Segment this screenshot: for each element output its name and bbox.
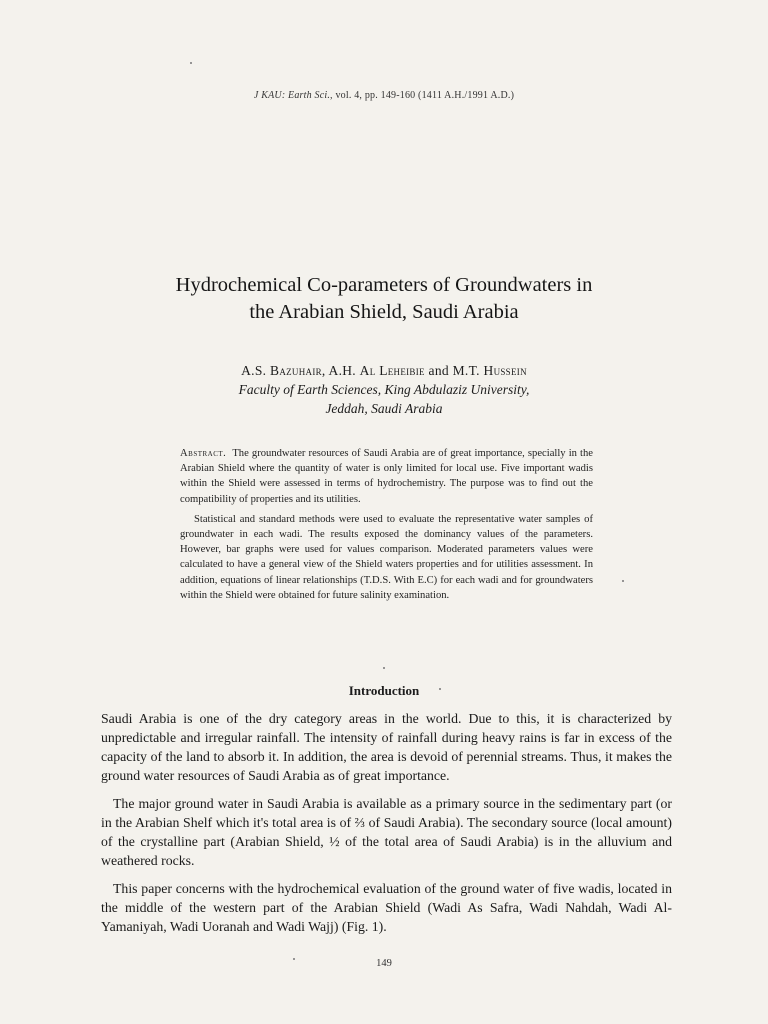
author-block — [80, 361, 688, 418]
abstract-paragraph-1 — [180, 446, 593, 507]
abstract-label: Abstract. — [180, 448, 227, 459]
affiliation-line-2: Jeddah, Saudi Arabia — [325, 401, 443, 416]
author-3-name: Hussein — [483, 363, 527, 378]
scan-speck — [622, 580, 624, 582]
abstract-paragraph-2: Statistical and standard methods were used to evaluate the representative water samples of groundwater in each wadi. The results exposed the dominancy values of the parameters. However, bar graphs were used for values comparison. Moderated parameters values were calculated to have a general view of the Shield waters properties and for utilities assessment. In addition, equations of linear relationships (T.D.S. With E.C) for each wadi and for groundwaters within the Shield were obtained for future salinity examination. — [180, 513, 593, 601]
page-number: 149 — [376, 958, 392, 969]
author-1-name: Bazuhair — [270, 363, 322, 378]
author-names: A.S. Bazuhair, A.H. Al Leheibie and M.T. Hussein — [241, 363, 527, 378]
journal-details: vol. 4, pp. 149-160 (1411 A.H./1991 A.D.) — [332, 90, 515, 101]
body-paragraph-3: This paper concerns with the hydrochemical evaluation of the ground water of five wadis, located in the middle of the western part of the Arabian Shield (Wadi As Safra, Wadi Nahdah, Wadi Al-Yamaniyah, Wadi Uoranah and Wadi Wajj) (Fig. 1). — [101, 881, 672, 934]
author-1-initials: A.S. — [241, 363, 267, 378]
section-heading-introduction: Introduction — [348, 683, 420, 698]
author-3-initials: M.T. — [452, 363, 480, 378]
introduction-body — [101, 709, 672, 936]
scan-speck — [293, 958, 295, 960]
scan-speck — [383, 667, 385, 669]
abstract — [180, 446, 593, 603]
journal-header — [0, 90, 768, 101]
affiliation-line-1: Faculty of Earth Sciences, King Abdulaziz University, — [238, 382, 530, 397]
body-paragraph-2: The major ground water in Saudi Arabia is available as a primary source in the sedimentary part (or in the Arabian Shelf which it's total area is of ⅔ of Saudi Arabia). The secondary source (local amount) of the crystalline part (Arabian Shield, ½ of the total area of Saudi Arabia) is in the alluvium and weathered rocks. — [101, 796, 672, 868]
scan-speck — [439, 688, 441, 690]
title-line-1: Hydrochemical Co-parameters of Groundwaters in — [175, 274, 593, 296]
paper-title — [80, 272, 688, 326]
abstract-paragraph-1-text: The groundwater resources of Saudi Arabia are of great importance, specially in the Arabian Shield where the quantity of water is only limited for local use. Five important wadis within the Shield were assessed in terms of hydrochemistry. The purpose was to find out the compatibility of properties and its utilities. — [180, 448, 593, 505]
body-paragraph-1: Saudi Arabia is one of the dry category areas in the world. Due to this, it is characterized by unpredictable and irregular rainfall. The intensity of rainfall during heavy rains is far in excess of the capacity of the land to absorb it. In addition, the area is devoid of perennial streams. Thus, it makes the ground water resources of Saudi Arabia as of great importance. — [101, 711, 672, 783]
journal-name: J KAU: Earth Sci., — [253, 90, 333, 101]
title-line-2: the Arabian Shield, Saudi Arabia — [249, 301, 519, 323]
author-2-initials: A.H. — [328, 363, 356, 378]
author-conjunction: and — [428, 363, 449, 378]
scan-speck — [190, 62, 192, 64]
author-2-name: Al Leheibie — [359, 363, 425, 378]
